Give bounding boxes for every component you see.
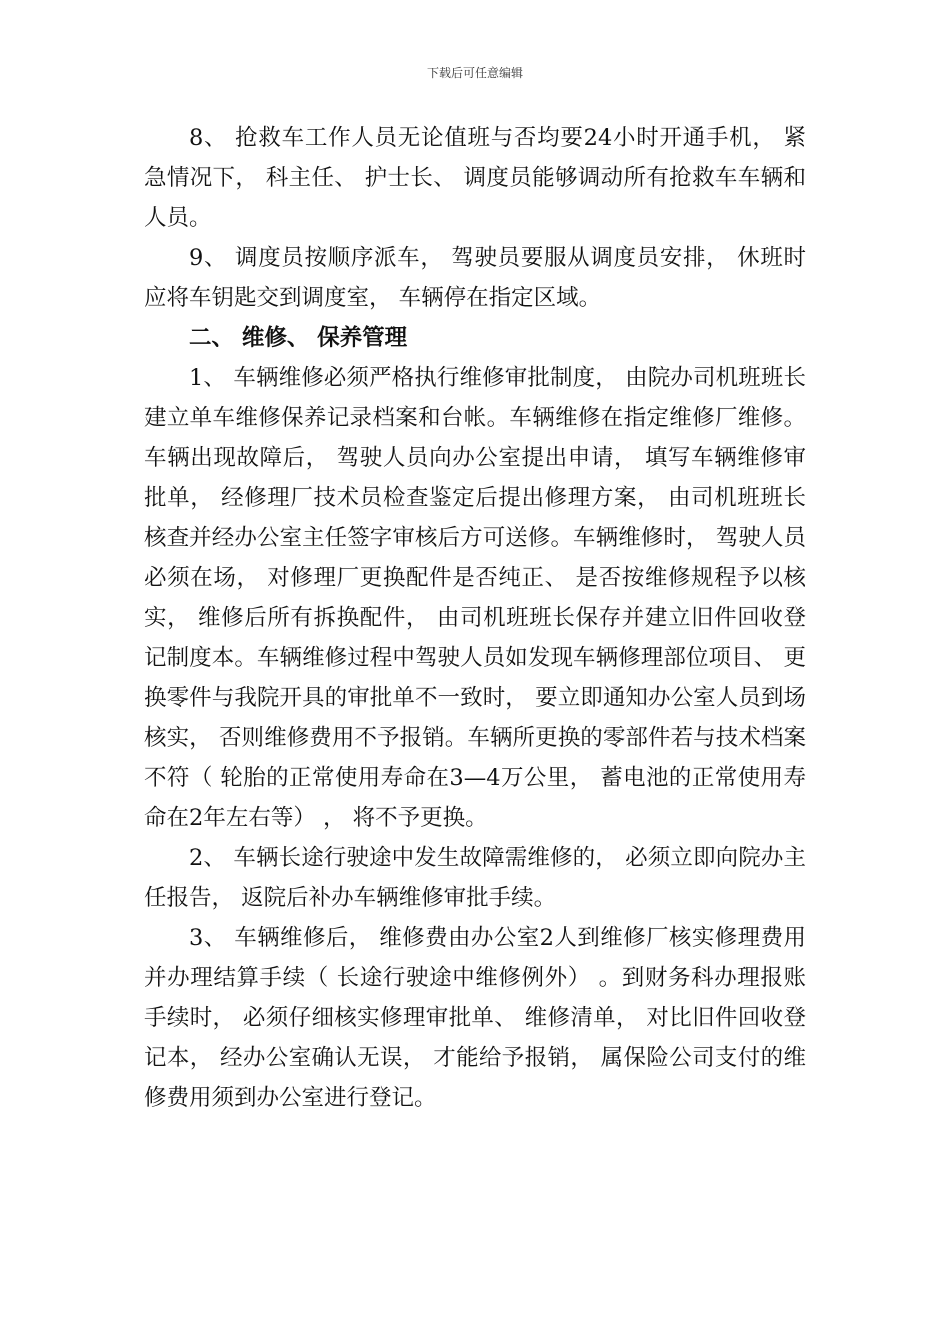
paragraph-maintenance-2: 2、 车辆长途行驶途中发生故障需维修的， 必须立即向院办主任报告， 返院后补办车辆维修审批手续。	[144, 845, 806, 911]
document-body	[144, 118, 806, 1118]
page-header: 下载后可任意编辑	[426, 66, 523, 80]
paragraph-item-8: 8、 抢救车工作人员无论值班与否均要24小时开通手机， 紧急情况下， 科主任、 护士长、 调度员能够调动所有抢救车车辆和人员。	[144, 125, 806, 231]
paragraph-maintenance-3: 3、 车辆维修后， 维修费由办公室2人到维修厂核实修理费用并办理结算手续（ 长途行驶途中维修例外） 。到财务科办理报账手续时， 必须仔细核实修理审批单、 维修清单， 对比旧件回收登记本， 经办公室确认无误， 才能给予报销， 属保险公司支付的维修费用须到办公室进行登记。	[144, 925, 806, 1111]
section-heading-maintenance: 二、 维修、 保养管理	[189, 325, 408, 351]
paragraph-item-9: 9、 调度员按顺序派车， 驾驶员要服从调度员安排， 休班时应将车钥匙交到调度室， 车辆停在指定区域。	[144, 245, 806, 311]
paragraph-maintenance-1: 1、 车辆维修必须严格执行维修审批制度， 由院办司机班班长建立单车维修保养记录档案和台帐。车辆维修在指定维修厂维修。车辆出现故障后， 驾驶人员向办公室提出申请， 填写车辆维修审批单， 经修理厂技术员检查鉴定后提出修理方案， 由司机班班长核查并经办公室主任签字审核后方可送修。车辆维修时， 驾驶人员必须在场， 对修理厂更换配件是否纯正、 是否按维修规程予以核实， 维修后所有拆换配件， 由司机班班长保存并建立旧件回收登记制度本。车辆维修过程中驾驶人员如发现车辆修理部位项目、 更换零件与我院开具的审批单不一致时， 要立即通知办公室人员到场核实， 否则维修费用不予报销。车辆所更换的零部件若与技术档案不符（ 轮胎的正常使用寿命在3—4万公里， 蓄电池的正常使用寿命在2年左右等） ， 将不予更换。	[144, 365, 806, 831]
